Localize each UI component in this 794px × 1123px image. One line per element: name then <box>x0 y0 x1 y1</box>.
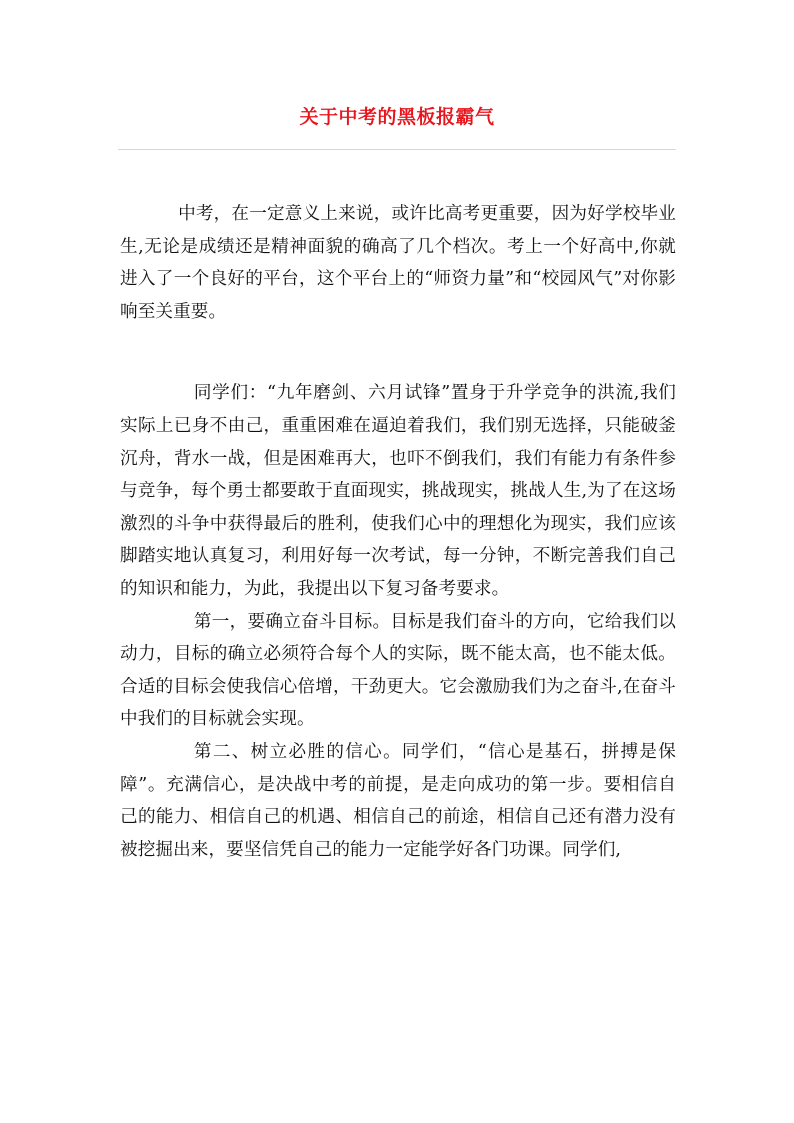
paragraph-confidence: 第二、树立必胜的信心。同学们，“信心是基石，拼搏是保障”。充满信心，是决战中考的前提，是走向成功的第一步。要相信自己的能力、相信自己的机遇、相信自己的前途，相信自己还有潜力没有被挖掘出来，要坚信凭自己的能力一定能学好各门功课。同学们, <box>120 741 676 860</box>
document-title: 关于中考的黑板报霸气 <box>299 106 495 128</box>
title-divider <box>118 149 676 150</box>
paragraph-intro: 中考，在一定意义上来说，或许比高考更重要，因为好学校毕业生,无论是成绩还是精神面貌的确高了几个档次。考上一个好高中,你就进入了一个良好的平台，这个平台上的“师资力量”和“校园风气”对你影响至关重要。 <box>120 204 676 322</box>
document-body <box>120 198 676 866</box>
paragraph-goal: 第一，要确立奋斗目标。目标是我们奋斗的方向，它给我们以动力，目标的确立必须符合每个人的实际，既不能太高，也不能太低。合适的目标会使我信心倍增，干劲更大。它会激励我们为之奋斗,在奋斗中我们的目标就会实现。 <box>120 611 676 730</box>
paragraph-classmates: 同学们：“九年磨剑、六月试锋”置身于升学竞争的洪流,我们实际上已身不由己，重重困难在逼迫着我们，我们别无选择，只能破釜沉舟，背水一战，但是困难再大，也吓不倒我们，我们有能力有条件参与竞争，每个勇士都要敢于直面现实，挑战现实，挑战人生,为了在这场激烈的斗争中获得最后的胜利，使我们心中的理想化为现实，我们应该脚踏实地认真复习，利用好每一次考试，每一分钟，不断完善我们自己的知识和能力，为此，我提出以下复习备考要求。 <box>120 383 676 599</box>
